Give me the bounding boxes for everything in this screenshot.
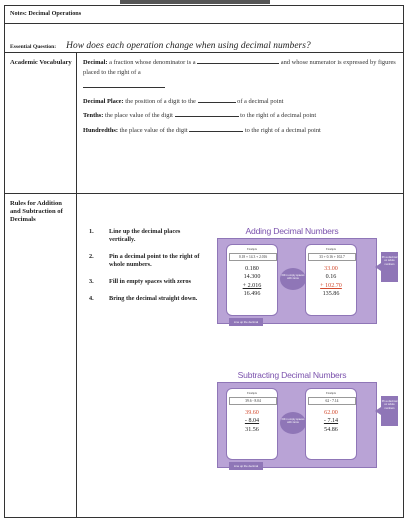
- vocabulary-row: [5, 53, 403, 194]
- rules-list: [89, 228, 204, 312]
- essential-question-row: [5, 24, 403, 53]
- example-expression: 62 - 7.14: [308, 397, 356, 405]
- example-expression: 33 + 0.16 + 102.7: [308, 253, 356, 261]
- worked-example-lines: [306, 265, 356, 299]
- hundredths-definition-part1: the place value of the digit: [119, 126, 188, 134]
- worked-example-lines: [306, 409, 356, 434]
- work-line: - 8.04: [244, 418, 260, 425]
- fill-blank: [83, 82, 165, 88]
- example-caption: Example: [247, 392, 257, 395]
- essential-question-text: How does each operation change when using decimal numbers?: [66, 41, 311, 51]
- example-caption: Example: [247, 248, 257, 251]
- line-up-callout: Line up the decimal: [229, 318, 263, 326]
- term-tenths: Tenths:: [83, 112, 104, 119]
- notes-title: Notes: Decimal Operations: [5, 6, 403, 24]
- work-line: + 102.70: [320, 282, 342, 289]
- rule-text: Line up the decimal places vertically.: [109, 228, 181, 243]
- fill-zeros-callout: Fill in empty spaces with zeros: [280, 412, 306, 434]
- tenths-definition-part2: to the right of a decimal point: [240, 112, 317, 119]
- work-line: 16.496: [243, 291, 261, 298]
- rules-label: Rules for Addition and Subtraction of Decimals: [5, 194, 77, 518]
- subtracting-example-right: [305, 388, 357, 460]
- rule-text: Pin a decimal point to the right of whole numbers.: [109, 253, 200, 268]
- work-line: 33.00: [324, 266, 338, 272]
- work-line: 31.56: [245, 426, 259, 433]
- rule-text: Bring the decimal straight down.: [109, 295, 198, 302]
- pin-decimal-callout: Pin a decimal on whole numbers: [381, 396, 398, 426]
- vocab-hundredths: [83, 126, 401, 136]
- top-edge-bar: [120, 0, 270, 4]
- work-line: 0.16: [325, 274, 337, 281]
- rule-number: 1.: [89, 228, 94, 235]
- hundredths-definition-part2: to the right of a decimal point: [244, 126, 321, 134]
- line-up-callout: Line up the decimal: [229, 462, 263, 470]
- vocab-decimal: [83, 58, 401, 92]
- essential-question-label: Essential Question:: [10, 44, 57, 50]
- decimal-place-definition-part2: of a decimal point: [237, 97, 284, 105]
- rule-number: 3.: [89, 278, 94, 285]
- subtracting-example-left: [226, 388, 278, 460]
- work-line: 0.180: [245, 266, 259, 272]
- tenths-definition-part1: the place value of the digit: [104, 112, 173, 119]
- fill-blank: [175, 111, 239, 117]
- rule-item: [89, 278, 204, 286]
- decimal-definition-part1: a fraction whose denominator is a: [109, 59, 196, 66]
- adding-diagram-title: Adding Decimal Numbers: [245, 226, 339, 236]
- example-caption: Example: [326, 392, 336, 395]
- adding-example-right: [305, 244, 357, 316]
- work-line: - 7.14: [323, 418, 339, 425]
- vocab-decimal-place: [83, 97, 401, 107]
- work-line: 39.60: [245, 410, 259, 416]
- rule-number: 2.: [89, 253, 94, 260]
- adding-decimals-diagram: [217, 226, 399, 336]
- notes-sheet: [4, 5, 404, 518]
- work-line: 135.86: [322, 291, 340, 298]
- rules-row: [5, 194, 403, 518]
- subtracting-decimals-diagram: [217, 370, 399, 480]
- example-expression: 0.18 + 14.3 + 2.016: [229, 253, 277, 261]
- term-decimal-place: Decimal Place:: [83, 97, 124, 105]
- term-hundredths: Hundredths:: [83, 126, 119, 134]
- fill-blank: [198, 97, 236, 103]
- decimal-place-definition-part1: the position of a digit to the: [125, 97, 196, 105]
- rule-item: [89, 295, 204, 303]
- rule-text: Fill in empty spaces with zeros: [109, 278, 191, 285]
- vocabulary-body: [83, 58, 401, 140]
- example-caption: Example: [326, 248, 336, 251]
- work-line: + 2.016: [242, 282, 262, 289]
- fill-blank: [189, 126, 243, 132]
- rule-item: [89, 228, 204, 244]
- work-line: 54.86: [324, 426, 338, 433]
- rule-number: 4.: [89, 295, 94, 302]
- rule-item: [89, 253, 204, 269]
- subtracting-diagram-title: Subtracting Decimal Numbers: [237, 370, 347, 380]
- example-expression: 39.6 - 8.04: [229, 397, 277, 405]
- term-decimal: Decimal:: [83, 59, 108, 66]
- work-line: 62.00: [324, 410, 338, 416]
- vocab-tenths: [83, 111, 401, 121]
- fill-zeros-callout: Fill in empty spaces with zeros: [280, 268, 306, 290]
- worked-example-lines: [227, 265, 277, 299]
- fill-blank: [197, 58, 279, 64]
- adding-example-left: [226, 244, 278, 316]
- worked-example-lines: [227, 409, 277, 434]
- decimal-definition-part2: and whose numerator is expressed by figures placed to the right of a: [83, 59, 396, 76]
- vocabulary-label: Academic Vocabulary: [5, 53, 77, 193]
- pin-decimal-callout: Pin a decimal on whole numbers: [381, 252, 398, 282]
- work-line: 14.300: [243, 274, 261, 281]
